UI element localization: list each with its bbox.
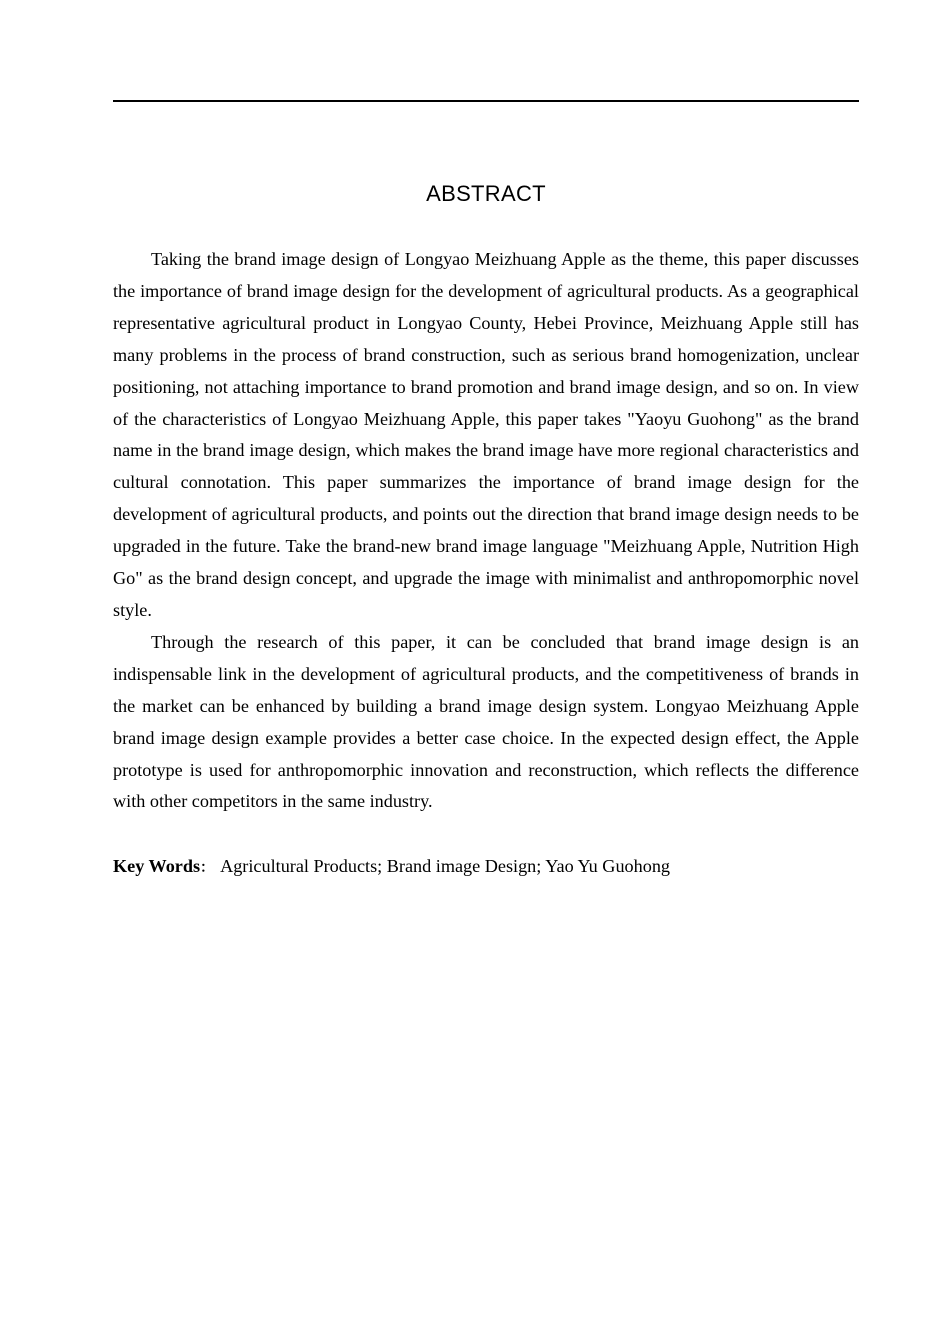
abstract-paragraph-1: Taking the brand image design of Longyao Meizhuang Apple as the theme, this paper discusses the importance of brand image design for the development of agricultural products. As a geographical representative agricultural product in Longyao County, Hebei Province, Meizhuang Apple still has many problems in the process of brand construction, such as serious brand homogenization, unclear positioning, not attaching importance to brand promotion and brand image design, and so on. In view of the characteristics of Longyao Meizhuang Apple, this paper takes "Yaoyu Guohong" as the brand name in the brand image design, which makes the brand image have more regional characteristics and cultural connotation. This paper summarizes the importance of brand image design for the development of agricultural products, and points out the direction that brand image design needs to be upgraded in the future. Take the brand-new brand image language "Meizhuang Apple, Nutrition High Go" as the brand design concept, and upgrade the image with minimalist and anthropomorphic novel style. — [113, 249, 859, 620]
keywords-label: Key Words — [113, 856, 201, 876]
header-rule — [113, 100, 859, 102]
abstract-paragraph-2: Through the research of this paper, it can be concluded that brand image design is an indispensable link in the development of agricultural products, and the competitiveness of brands in the market can be enhanced by building a brand image design system. Longyao Meizhuang Apple brand image design example provides a better case choice. In the expected design effect, the Apple prototype is used for anthropomorphic innovation and reconstruction, which reflects the difference with other competitors in the same industry. — [113, 631, 859, 812]
abstract-body — [113, 244, 859, 818]
keywords-separator: ： — [200, 860, 215, 876]
keywords-line — [113, 851, 859, 885]
abstract-title: ABSTRACT — [426, 181, 546, 206]
keywords-value: Agricultural Products; Brand image Design; Yao Yu Guohong — [220, 856, 671, 876]
